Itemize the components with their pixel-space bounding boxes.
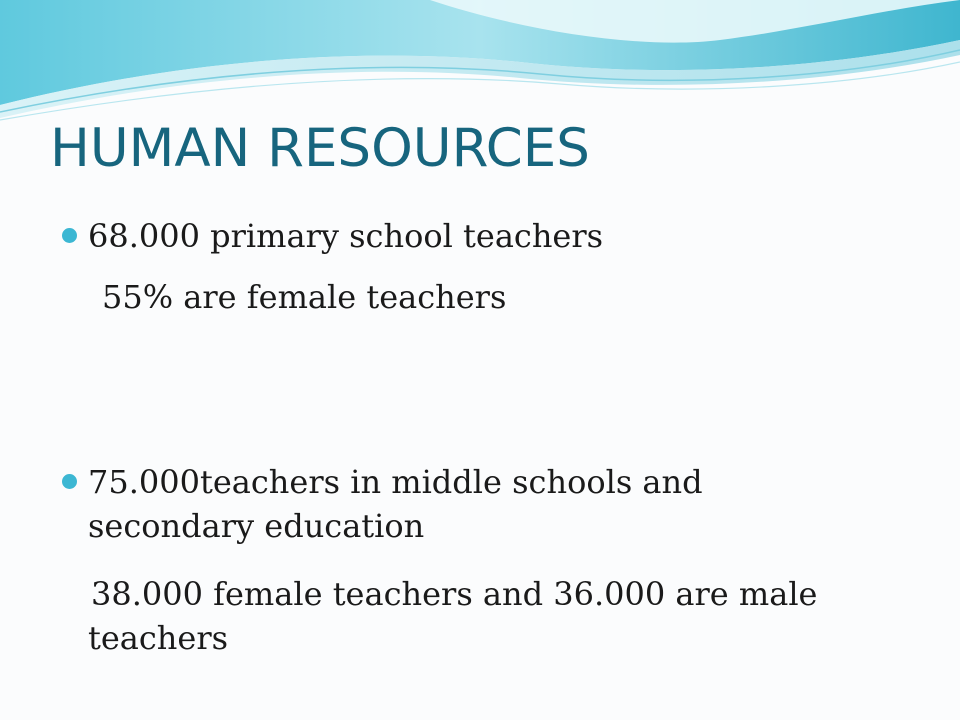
bullet-dot-icon bbox=[62, 474, 77, 489]
slide-title: HUMAN RESOURCES bbox=[50, 118, 590, 179]
bullet-subtext: 55% are female teachers bbox=[102, 278, 507, 316]
bullet-text: 68.000 primary school teachers bbox=[88, 217, 604, 255]
bullet-dot-icon bbox=[62, 228, 77, 243]
bullet-subtext: 38.000 female teachers and 36.000 are male teachers bbox=[88, 575, 818, 657]
bullet-text: 75.000teachers in middle schools and secondary education bbox=[88, 463, 703, 545]
